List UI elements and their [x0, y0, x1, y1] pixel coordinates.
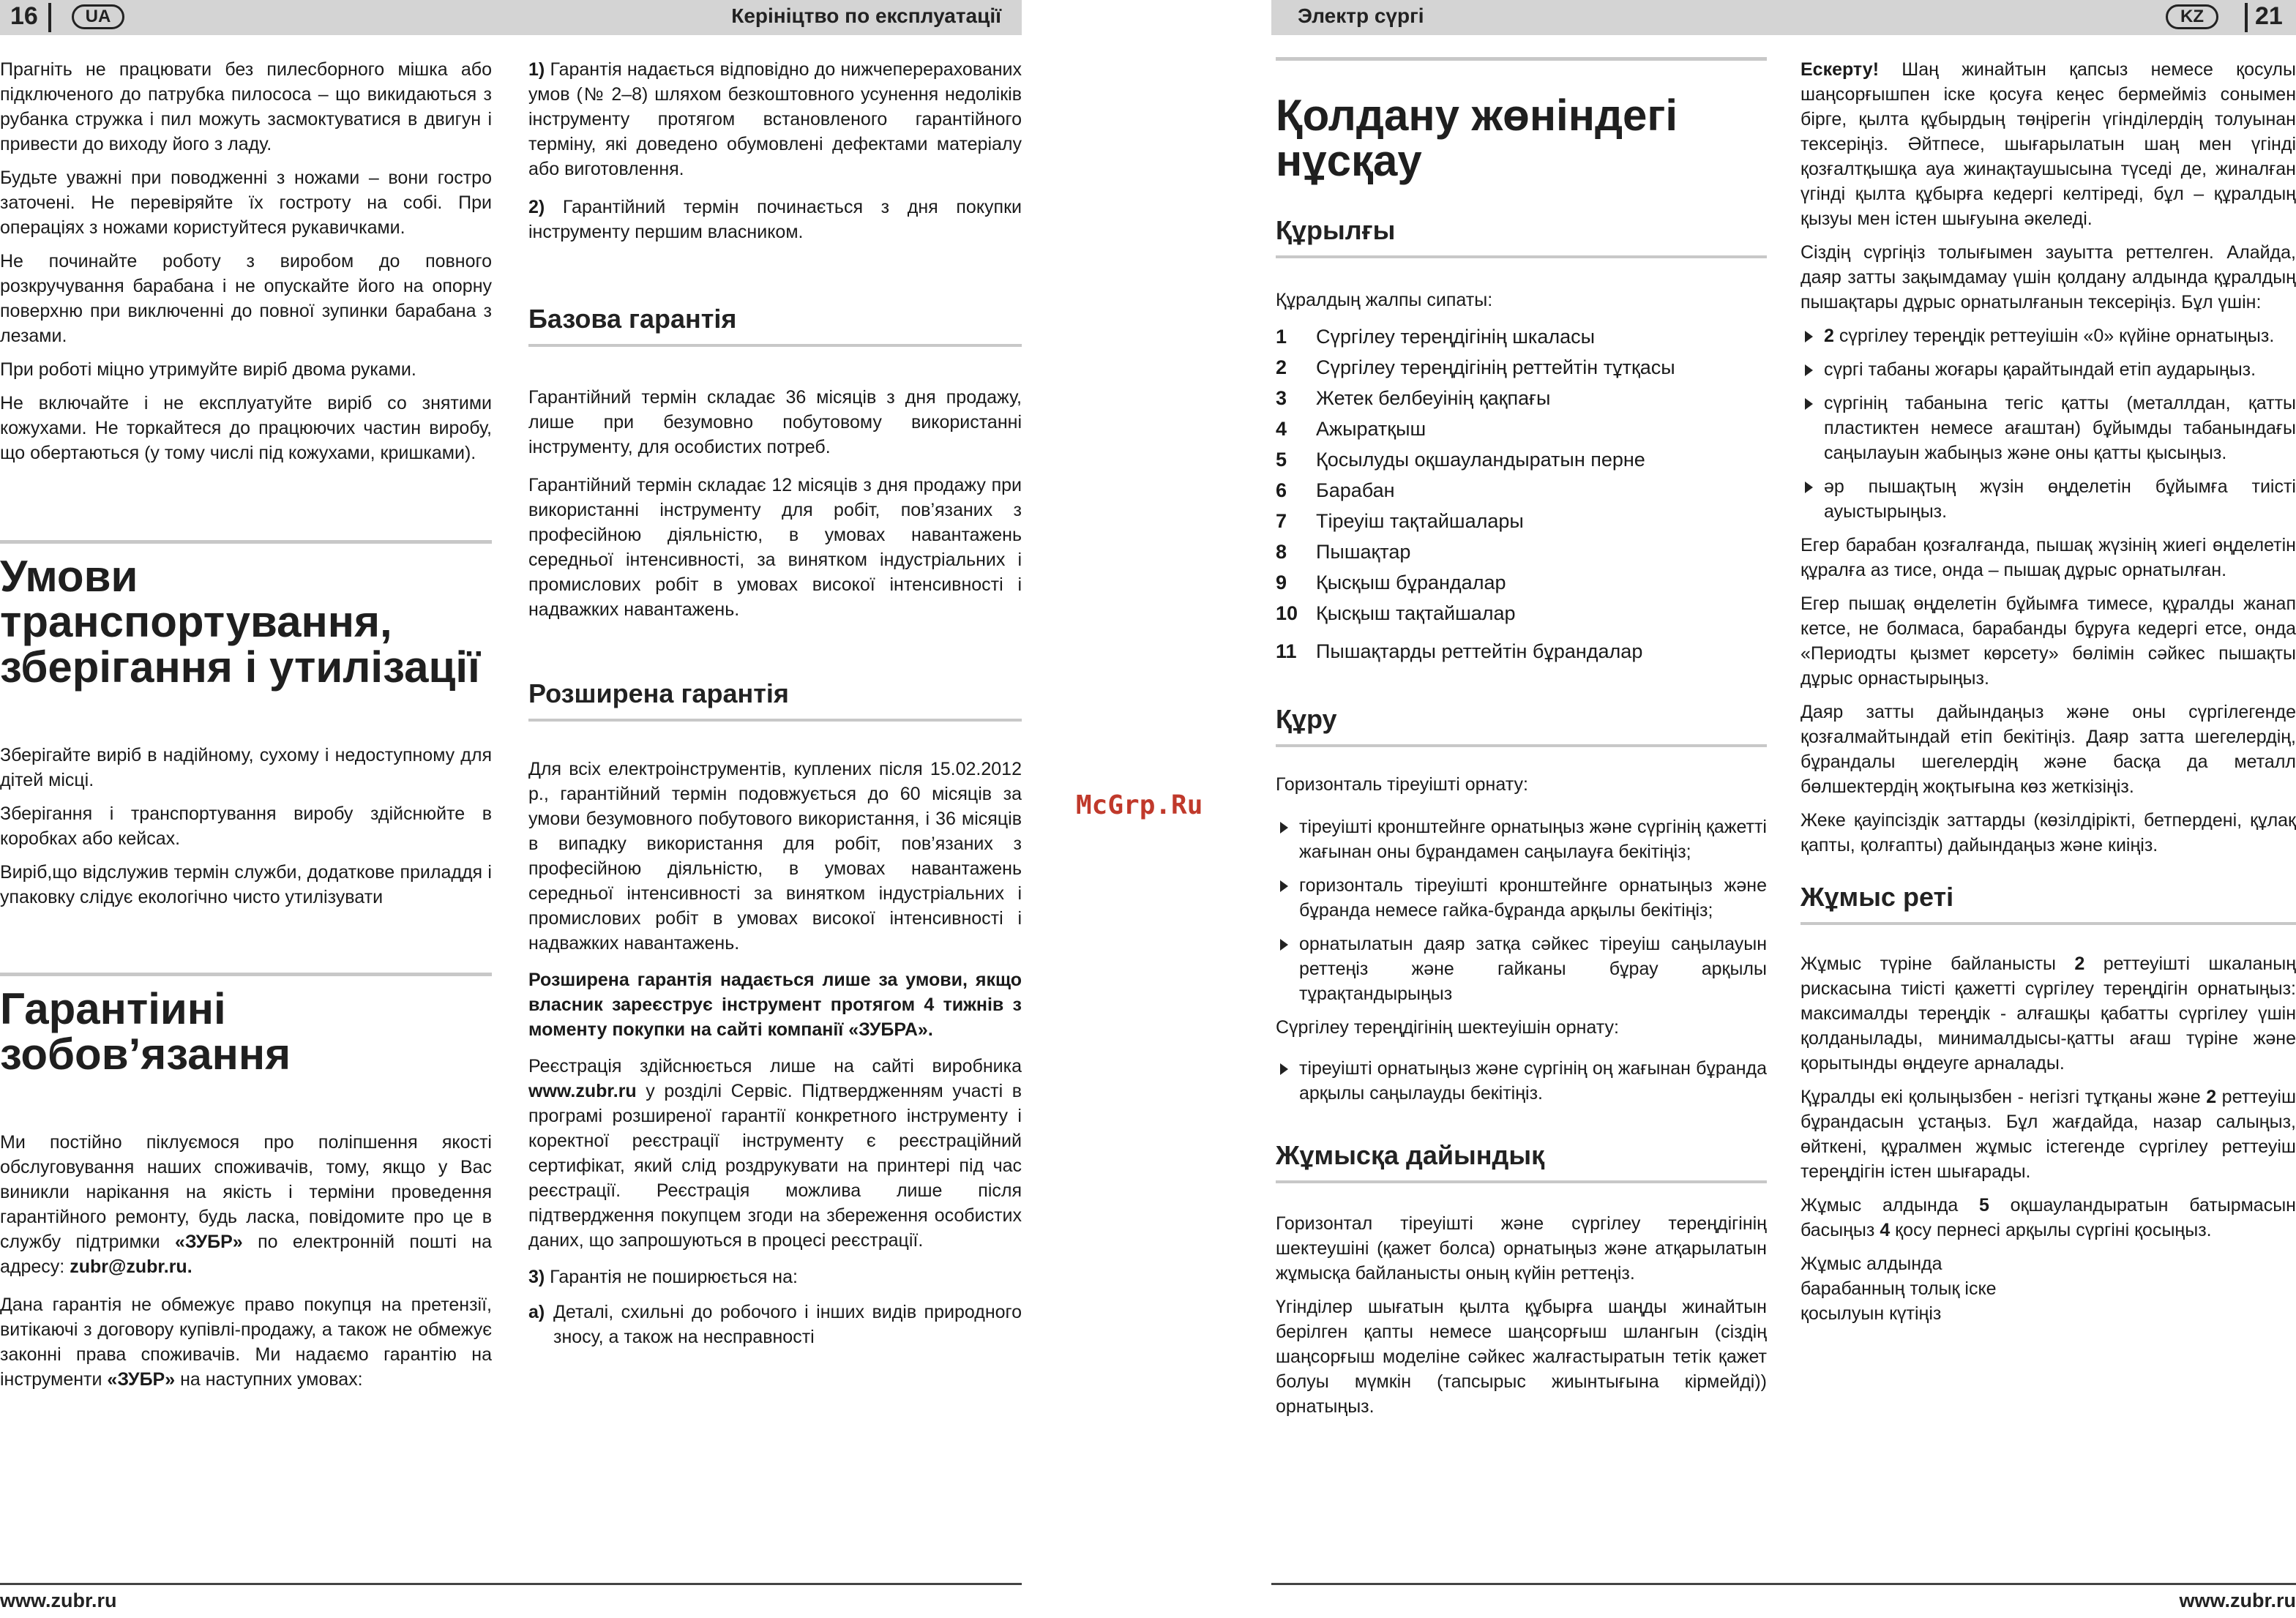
- transport-para: Виріб,що відслужив термін служби, додаткове приладдя і упаковку слідує екологічно чисто утилізувати: [0, 862, 492, 907]
- lang-badge-kz: KZ: [2166, 4, 2218, 29]
- warranty-item-2: 2) Гарантійний термін починається з дня покупки інструменту першим власником.: [528, 197, 1022, 242]
- warranty-item-3a: а) Деталі, схильні до робочого і інших видів природного зносу, а також на несправності: [528, 1302, 1022, 1347]
- work-order-para: Жұмыс түріне байланысты 2 реттеуішті шкаланың рискасына тиісті қажетті сүргілеу тереңдігін орнатыңыз: максималды тереңдік - алғашқы қабатты сүргілеу үшін қолданылады, минималдысы-қатты ағаш түріне және қорытынды өңдеуге арналады.: [1800, 954, 2296, 1074]
- part-item: 8 Пышақтар: [1276, 541, 1411, 563]
- right-page: [1271, 0, 2296, 1618]
- triangle-bullet-icon: [1280, 1063, 1288, 1075]
- blade-check-para: Егер барабан қозғалғанда, пышақ жүзінің жиегі өңделетін құралға аз тисе, онда – пышақ дұрыс орнатылған.: [1800, 535, 2296, 580]
- base-warranty-para: Гарантійний термін складає 36 місяців з дня продажу, лише при безумовно побутовому використанні інструменту, для особистих потреб.: [528, 387, 1022, 457]
- assembly-bullet: орнатылатын даяр затқа сәйкес тіреуіш саңылауын реттеңіз және гайканы бұрау арқылы тұрақтандырыңыз: [1276, 932, 1767, 1006]
- part-item: 3 Жетек белбеуінің қақпағы: [1276, 387, 1551, 409]
- left-page-number: 16: [10, 2, 38, 30]
- registration-para: Реєстрація здійснюється лише на сайті виробника www.zubr.ru у розділі Сервіс. Підтвердженням участі в програмі розширеної гарантії конкретного інструменту і коректної реєстрації інструменту є реєстраційний сертифікат, який слід роздрукувати на принтері під час реєстрації. Реєстрація можлива лише після підтвердження покупцем згоди на збереження особистих даних, що запрошуються в процесі реєстрації.: [528, 1056, 1022, 1251]
- ppe-para: Жеке қауіпсіздік заттарды (көзілдірікті, бетпердені, құлақ қапты, қолғапты) дайындаңыз және киіңіз.: [1800, 810, 2296, 855]
- watermark: McGrp.Ru: [1076, 790, 1203, 820]
- right-footer-url[interactable]: www.zubr.ru: [2179, 1589, 2296, 1611]
- triangle-bullet-icon: [1280, 822, 1288, 834]
- section-divider: [0, 540, 492, 544]
- triangle-bullet-icon: [1280, 939, 1288, 951]
- left-footer-url[interactable]: www.zubr.ru: [0, 1589, 117, 1611]
- work-order-para: Жұмыс алдында барабанның толық іске қосылуын күтіңіз: [1800, 1254, 1997, 1324]
- assembly-title: Құру: [1276, 704, 1337, 734]
- part-item: 4 Ажыратқыш: [1276, 418, 1426, 440]
- warranty-item-1: 1) Гарантія надається відповідно до нижчеперерахованих умов (№ 2–8) шляхом безкоштовного усунення недоліків інструменту протягом встановленого гарантійного терміну, які доведено обумовлені дефектами матеріалу або виготовлення.: [528, 59, 1022, 179]
- transport-title: Умови транспортування, зберігання і утилізації: [0, 552, 480, 692]
- right-column-2: [1800, 57, 2296, 1326]
- check-bullet: сүргінің табанына тегіс қатты (металлдан, қатты пластиктен немесе ағаштан) бұйымды табанындағы саңылауын жабыңыз және оны қатты қысыңыз.: [1800, 391, 2296, 465]
- base-warranty-para: Гарантійний термін складає 12 місяців з дня продажу при використанні інструменту для робіт, пов’язаних з професійною діяльністю, в умовах навантажень середньої інтенсивності, за винятком індустріальних і промислових робіт в умовах високої інтенсивності і надважких навантажень.: [528, 475, 1022, 620]
- triangle-bullet-icon: [1805, 398, 1813, 410]
- intro-para: Прагніть не працювати без пилесборного мішка або підключеного до патрубка пилососа – що викидаються з рубанка стружка і пил можуть засмоктуватися в двигун і привести до виходу його з ладу.: [0, 59, 492, 154]
- part-item: 11 Пышақтарды реттейтін бұрандалар: [1276, 640, 1643, 662]
- parts-list: [1276, 321, 1767, 667]
- preparation-para: Горизонтал тіреуішті және сүргілеу тереңдігінің шектеушіні (қажет болса) орнатыңыз және атқарылатын жұмысқа байланысты оның күйін реттеңіз.: [1276, 1213, 1767, 1284]
- warranty-item-3: 3) Гарантія не поширюється на:: [528, 1267, 798, 1287]
- depth-limiter-intro: Сүргілеу тереңдігінің шектеуішін орнату:: [1276, 1017, 1619, 1038]
- part-item: 2 Сүргілеу тереңдігінің реттейтін тұтқасы: [1276, 356, 1675, 378]
- lang-badge-ua: UA: [72, 4, 124, 29]
- left-footer-rule: [0, 1583, 1022, 1585]
- triangle-bullet-icon: [1805, 364, 1813, 376]
- intro-para: При роботі міцно утримуйте виріб двома руками.: [0, 359, 416, 380]
- warranty-title: Гарантіині зобов’язання: [0, 984, 291, 1079]
- left-page: [0, 0, 1025, 1618]
- depth-bullet: тіреуішті орнатыңыз және сүргінің оң жағынан бұранда арқылы саңылауды бекітіңіз.: [1276, 1056, 1767, 1106]
- right-page-number: 21: [2255, 2, 2283, 30]
- check-bullet: сүргі табаны жоғары қарайтындай етіп аударыңыз.: [1800, 357, 2296, 382]
- work-order-title: Жұмыс реті: [1800, 882, 1954, 912]
- warning-para: Ескерту! Шаң жинайтын қапсыз немесе қосулы шаңсорғышпен іске қосуға кеңес бермейміз сонымен бірге, қылта құбырдың төңірегін үгінділердің толуынан тексеріңіз. Әйтпесе, шығарылатын шаң мен үгінді қозғалтқышқа ауа жинақтаушысына түседі де, жиналған үгінді қылта құбырға кедергі келтіреді, бұл – құралдың қызуы мен істен шығуына әкеледі.: [1800, 59, 2296, 229]
- part-item: 10 Қысқыш тақтайшалар: [1276, 602, 1516, 624]
- intro-para: Не починайте роботу з виробом до повного розкручування барабана і не опускайте його на опорну поверхню при виключенні до повної зупинки барабана з лезами.: [0, 251, 492, 346]
- section-divider: [1276, 57, 1767, 61]
- main-title: Қолдану жөніндегі нұсқау: [1276, 91, 1678, 185]
- intro-para: Будьте уважні при поводженні з ножами – вони гостро заточені. Не перевіряйте їх гостроту на собі. При операціях з ножами користуйтеся рукавичками.: [0, 168, 492, 238]
- base-warranty-title: Базова гарантія: [528, 304, 737, 334]
- transport-para: Зберігайте виріб в надійному, сухому і недоступному для дітей місці.: [0, 745, 492, 790]
- section-divider: [0, 973, 492, 976]
- warranty-para-1: Ми постійно піклуємося про поліпшення якості обслуговування наших споживачів, тому, якщо у Вас виникли нарікання на якість і терміни проведення гарантійного ремонту, будь ласка, повідомите про це в службу підтримки «ЗУБР» по електронній пошті на адресу: zubr@zubr.ru.: [0, 1132, 493, 1277]
- workpiece-para: Даяр затты дайындаңыз және оны сүргілегенде қозғалмайтындай етіп бекітіңіз. Даяр затта шегелердің, бұрандалы шегелердің және басқа да металл бөлшектердің жоқтығына көз жеткізіңіз.: [1800, 702, 2296, 797]
- part-item: 1 Сүргілеу тереңдігінің шкаласы: [1276, 326, 1596, 348]
- right-footer-rule: [1271, 1583, 2296, 1585]
- page-number-divider: [2245, 3, 2248, 32]
- factory-setup-para: Сіздің сүргіңіз толығымен зауытта реттелген. Алайда, даяр затты зақымдамау үшін қолдану алдында құралдың пышақтары дұрыс орнатылғанын тексеріңіз. Бұл үшін:: [1800, 242, 2296, 312]
- part-item: 7 Тіреуіш тақтайшалары: [1276, 510, 1524, 532]
- assembly-bullet: тіреуішті кронштейнге орнатыңыз және сүргінің қажетті жағынан оны бұрандамен саңылауға бекітіңіз;: [1276, 814, 1767, 864]
- part-item: 5 Қосылуды оқшауландыратын перне: [1276, 449, 1645, 471]
- part-item: 6 Барабан: [1276, 479, 1395, 501]
- page-number-divider: [48, 3, 51, 32]
- check-bullet: 2 сүргілеу тереңдік реттеуішін «0» күйіне орнатыңыз.: [1800, 323, 2296, 348]
- preparation-para: Үгінділер шығатын қылта құбырға шаңды жинайтын берілген қапты немесе шаңсорғыш шлангын (сіздің шаңсорғыш моделіне сәйкес жалғастыратын тетік қажет болуы мүмкін (тапсырыс жиынтығына кірмейді)) орнатыңыз.: [1276, 1297, 1767, 1417]
- preparation-title: Жұмысқа дайындық: [1276, 1140, 1545, 1170]
- left-header-title: Керініцтво по експлуатації: [731, 4, 1001, 27]
- triangle-bullet-icon: [1805, 482, 1813, 493]
- work-order-para: Құралды екі қолыңызбен - негізгі тұтқаны және 2 реттеуіш бұрандасын ұстаңыз. Бұл жағдайда, назар салыңыз, өйткені, құралмен жұмыс істегенде сүргілеу реттеуіш тереңдігін істен шығарады.: [1800, 1087, 2296, 1182]
- part-item: 9 Қысқыш бұрандалар: [1276, 572, 1506, 593]
- triangle-bullet-icon: [1280, 880, 1288, 892]
- device-title: Құрылғы: [1276, 215, 1396, 245]
- assembly-bullet: горизонталь тіреуішті кронштейнге орнатыңыз және бұранда немесе гайка-бұранда арқылы бекітіңіз;: [1276, 873, 1767, 923]
- extended-warranty-title: Розширена гарантія: [528, 678, 789, 708]
- extended-warranty-condition: Розширена гарантія надається лише за умови, якщо власник зареєструє інструмент протягом 4 тижнів з моменту покупки на сайті компанії «ЗУБРА».: [528, 970, 1022, 1040]
- right-column-1: [1276, 57, 1767, 1428]
- check-bullet: әр пышақтың жүзін өңделетін бұйымға тиісті ауыстырыңыз.: [1800, 474, 2296, 524]
- extended-warranty-para: Для всіх електроінструментів, куплених після 15.02.2012 р., гарантійний термін подовжується до 60 місяців за умови безумовного побутового використання, і 36 місяців в випадку використання для робіт, пов’язаних з професійною діяльністю, в умовах навантажень середньої інтенсивності за винятком індустріальних і промислових робіт в умовах високої інтенсивності і надважких навантажень.: [528, 759, 1022, 954]
- intro-para: Не включайте і не експлуатуйте виріб со знятими кожухами. Не торкайтеся до працюючих частин виробу, що обертаються (у тому числі під кожухами, кришками).: [0, 393, 492, 463]
- left-column-1: [0, 57, 492, 1401]
- right-header-bar: [1271, 0, 2296, 35]
- triangle-bullet-icon: [1805, 331, 1813, 342]
- left-column-2: [528, 57, 1022, 1349]
- assembly-intro: Горизонталь тіреуішті орнату:: [1276, 774, 1528, 795]
- blade-check-para: Егер пышақ өңделетін бұйымға тимесе, құралды жанап кетсе, не болмаса, барабанды бұруға кедергі етсе, онда «Периодты қызмет көрсету» бөлімін сәйкес пышақты дұрыс орнастырыңыз.: [1800, 593, 2296, 689]
- warranty-para-2: Дана гарантія не обмежує право покупця на претензії, витікаючі з договору купівлі-продажу, а також не обмежує законні права споживачів. Ми надаємо гарантію на інструменти «ЗУБР» на наступних умовах:: [0, 1295, 492, 1390]
- transport-para: Зберігання і транспортування виробу здійснюйте в коробках або кейсах.: [0, 804, 492, 849]
- right-header-title: Электр сүргі: [1298, 4, 1424, 27]
- device-intro: Құралдың жалпы сипаты:: [1276, 290, 1493, 310]
- work-order-para: Жұмыс алдында 5 оқшауландыратын батырмасын басыңыз 4 қосу пернесі арқылы сүргіні қосыңыз.: [1800, 1195, 2296, 1240]
